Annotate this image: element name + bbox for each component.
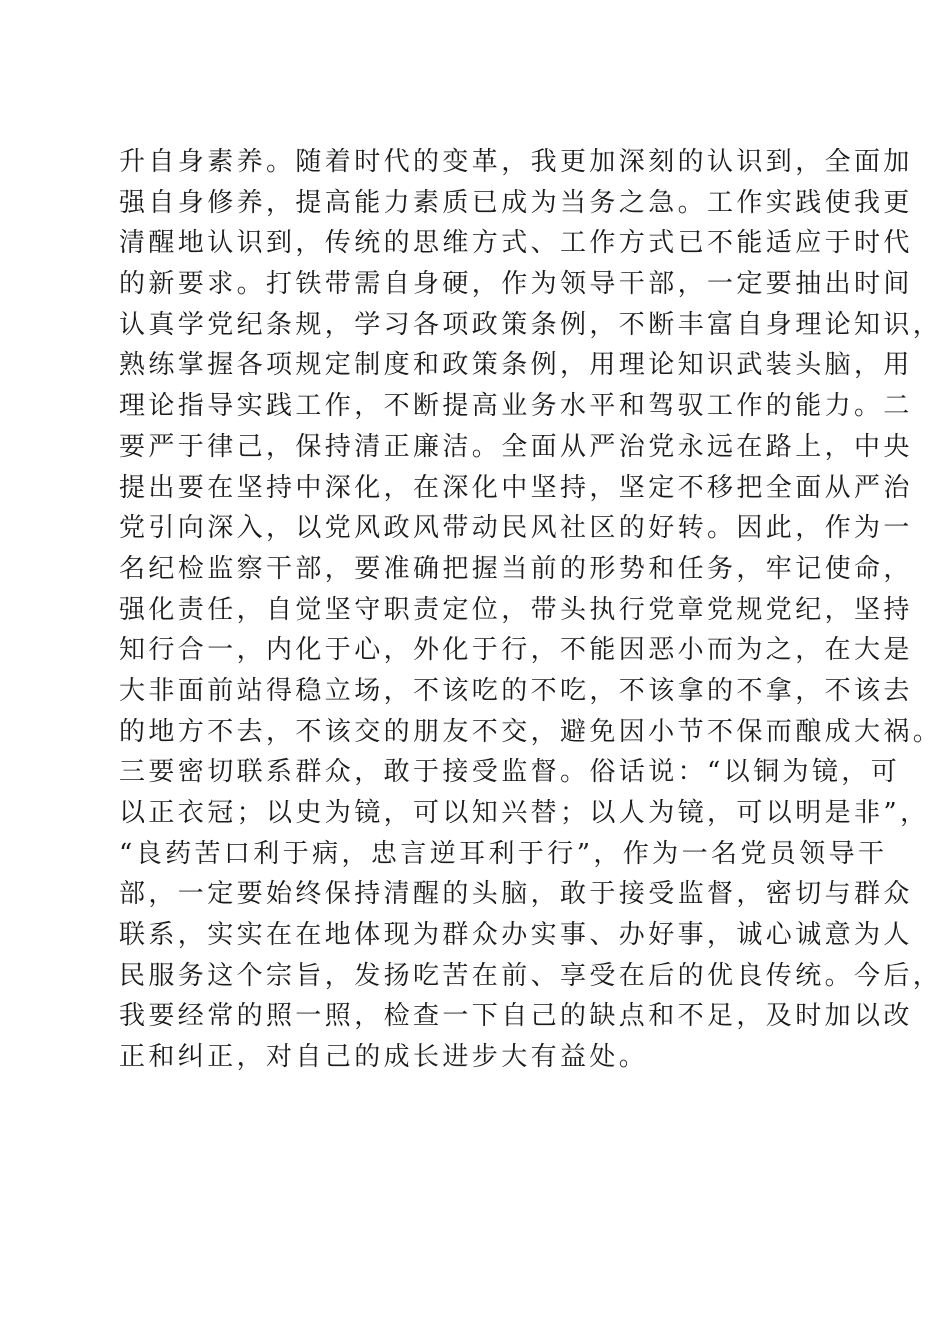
- paragraph-line: 知行合一，内化于心，外化于行，不能因恶小而为之，在大是: [119, 635, 913, 666]
- paragraph-line: 联系，实实在在地体现为群众办实事、办好事，诚心诚意为人: [119, 920, 913, 951]
- paragraph-line: 理论指导实践工作，不断提高业务水平和驾驭工作的能力。二: [119, 391, 913, 422]
- paragraph-line: 三要密切联系群众，敢于接受监督。俗话说：“以铜为镜，可: [119, 757, 901, 788]
- paragraph-line: 的新要求。打铁带需自身硬，作为领导干部，一定要抽出时间: [119, 269, 913, 300]
- paragraph-line: 强自身修养，提高能力素质已成为当务之急。工作实践使我更: [119, 187, 913, 218]
- paragraph-line: 要严于律己，保持清正廉洁。全面从严治党永远在路上，中央: [119, 431, 913, 462]
- body-paragraph: [119, 142, 943, 1078]
- paragraph-line: 部，一定要始终保持清醒的头脑，敢于接受监督，密切与群众: [119, 879, 913, 910]
- paragraph-line: 正和纠正，对自己的成长进步大有益处。: [119, 1042, 649, 1073]
- paragraph-line: 我要经常的照一照，检查一下自己的缺点和不足，及时加以改: [119, 1001, 913, 1032]
- paragraph-line: “良药苦口利于病，忠言逆耳利于行”，作为一名党员领导干: [119, 838, 888, 869]
- paragraph-line: 清醒地认识到，传统的思维方式、工作方式已不能适应于时代: [119, 228, 913, 259]
- paragraph-line: 认真学党纪条规，学习各项政策条例，不断丰富自身理论知识，: [119, 309, 943, 340]
- paragraph-line: 以正衣冠；以史为镜，可以知兴替；以人为镜，可以明是非”，: [119, 798, 930, 828]
- paragraph-line: 大非面前站得稳立场，不该吃的不吃，不该拿的不拿，不该去: [119, 675, 913, 706]
- paragraph-line: 党引向深入，以党风政风带动民风社区的好转。因此，作为一: [119, 513, 913, 544]
- paragraph-line: 的地方不去，不该交的朋友不交，避免因小节不保而酿成大祸。: [119, 716, 943, 747]
- paragraph-line: 升自身素养。随着时代的变革，我更加深刻的认识到，全面加: [119, 147, 913, 177]
- paragraph-line: 熟练掌握各项规定制度和政策条例，用理论知识武装头脑，用: [119, 350, 913, 381]
- paragraph-line: 名纪检监察干部，要准确把握当前的形势和任务，牢记使命，: [119, 553, 913, 584]
- paragraph-line: 提出要在坚持中深化，在深化中坚持，坚定不移把全面从严治: [119, 472, 913, 503]
- paragraph-line: 强化责任，自觉坚守职责定位，带头执行党章党规党纪，坚持: [119, 594, 913, 625]
- paragraph-line: 民服务这个宗旨，发扬吃苦在前、享受在后的优良传统。今后，: [119, 960, 943, 991]
